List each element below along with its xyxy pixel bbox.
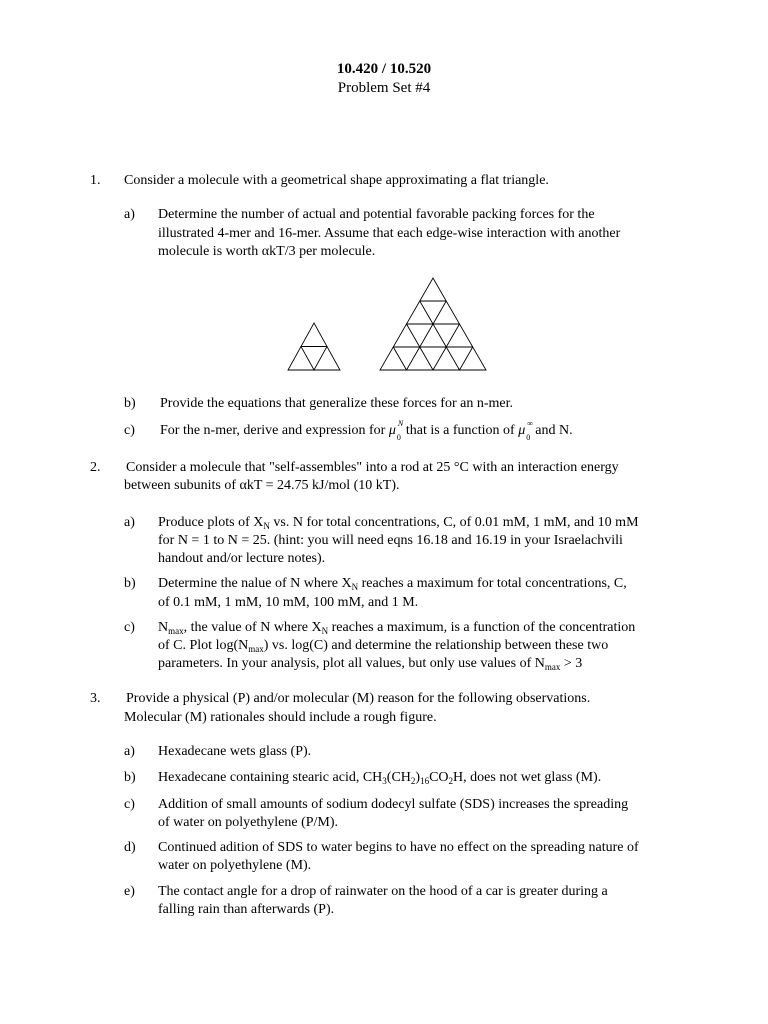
- q2a-line2: for N = 1 to N = 25. (hint: you will need eqns 16.18 and 16.19 in your Israelachvili: [158, 533, 623, 548]
- q1a-label: a): [124, 207, 135, 222]
- q3b-label: b): [124, 770, 136, 785]
- q3e-line1: The contact angle for a drop of rainwater on the hood of a car is greater during a: [158, 884, 608, 899]
- q3b-text: Hexadecane containing stearic acid, $CH_3(CH_2)_{16}CO_2H$, does not wet glass (M).: [158, 770, 602, 786]
- q2b-line2: of 0.1 mM, 1 mM, 10 mM, 100 mM, and 1 M.: [158, 595, 419, 610]
- q3d-label: d): [124, 840, 136, 855]
- question-3-line1: Provide a physical (P) and/or molecular (M) reason for the following observations.: [126, 691, 591, 706]
- question-2-line2: between subunits of αkT = 24.75 kJ/mol (10 kT).: [124, 478, 400, 493]
- question-1-number: 1.: [90, 173, 101, 188]
- q1a-line1: Determine the number of actual and potential favorable packing forces for the: [158, 207, 595, 222]
- triangle-4-mer: [288, 323, 340, 370]
- question-2-line1: Consider a molecule that "self-assembles" into a rod at 25 °C with an interaction energy: [126, 460, 619, 475]
- mu-n-symbol: μ N 0: [388, 419, 404, 442]
- q1b-text: Provide the equations that generalize these forces for an n-mer.: [160, 396, 513, 411]
- q3e-label: e): [124, 884, 135, 899]
- q2b-label: b): [124, 576, 136, 591]
- q2a-line3: handout and/or lecture notes).: [158, 551, 326, 566]
- question-3-line2: Molecular (M) rationales should include a rough figure.: [124, 710, 437, 725]
- q3c-line2: of water on polyethylene (P/M).: [158, 815, 339, 830]
- q3d-line2: water on polyethylene (M).: [158, 858, 312, 873]
- q2c-line2: of C. Plot $\log(N_{max})$ vs. log(C) and determine the relationship between these two: [158, 638, 609, 654]
- question-2-number: 2.: [90, 460, 101, 475]
- q1a-line2: illustrated 4-mer and 16-mer. Assume that each edge-wise interaction with another: [158, 226, 621, 241]
- page-title: Problem Set #4: [337, 80, 431, 96]
- q2c-line1: $N_{max}$, the value of N where $X_N$ reaches a maximum, is a function of the concentration: [158, 620, 636, 636]
- q3e-line2: falling rain than afterwards (P).: [158, 902, 335, 917]
- q1c-text: For the n-mer, derive and expression for μ N 0 that is a function of μ ∞ 0 and N.: [160, 419, 573, 442]
- q3a-text: Hexadecane wets glass (P).: [158, 744, 312, 759]
- q1a-line3: molecule is worth αkT/3 per molecule.: [158, 244, 376, 259]
- triangle-packing-figure: [280, 274, 500, 378]
- course-number: 10.420 / 10.520: [336, 61, 432, 77]
- q1b-label: b): [124, 396, 136, 411]
- triangle-16-mer: [380, 278, 486, 370]
- q1c-label: c): [124, 423, 135, 438]
- q3c-label: c): [124, 797, 135, 812]
- q2a-line1: Produce plots of $X_N$ vs. N for total concentrations, C, of 0.01 mM, 1 mM, and 10 mM: [158, 515, 639, 531]
- question-1-prompt: Consider a molecule with a geometrical shape approximating a flat triangle.: [124, 173, 549, 188]
- q3a-label: a): [124, 744, 135, 759]
- q3d-line1: Continued adition of SDS to water begins to have no effect on the spreading nature of: [158, 840, 639, 855]
- question-3-number: 3.: [90, 691, 101, 706]
- q2a-label: a): [124, 515, 135, 530]
- q2c-line3: parameters. In your analysis, plot all values, but only use values of $N_{max} > 3$: [158, 656, 583, 672]
- q2c-label: c): [124, 620, 135, 635]
- q3c-line1: Addition of small amounts of sodium dodecyl sulfate (SDS) increases the spreading: [158, 797, 629, 812]
- mu-infinity-symbol: μ ∞ 0: [518, 419, 533, 442]
- q2b-line1: Determine the nalue of N where $X_N$ reaches a maximum for total concentrations, C,: [158, 576, 627, 592]
